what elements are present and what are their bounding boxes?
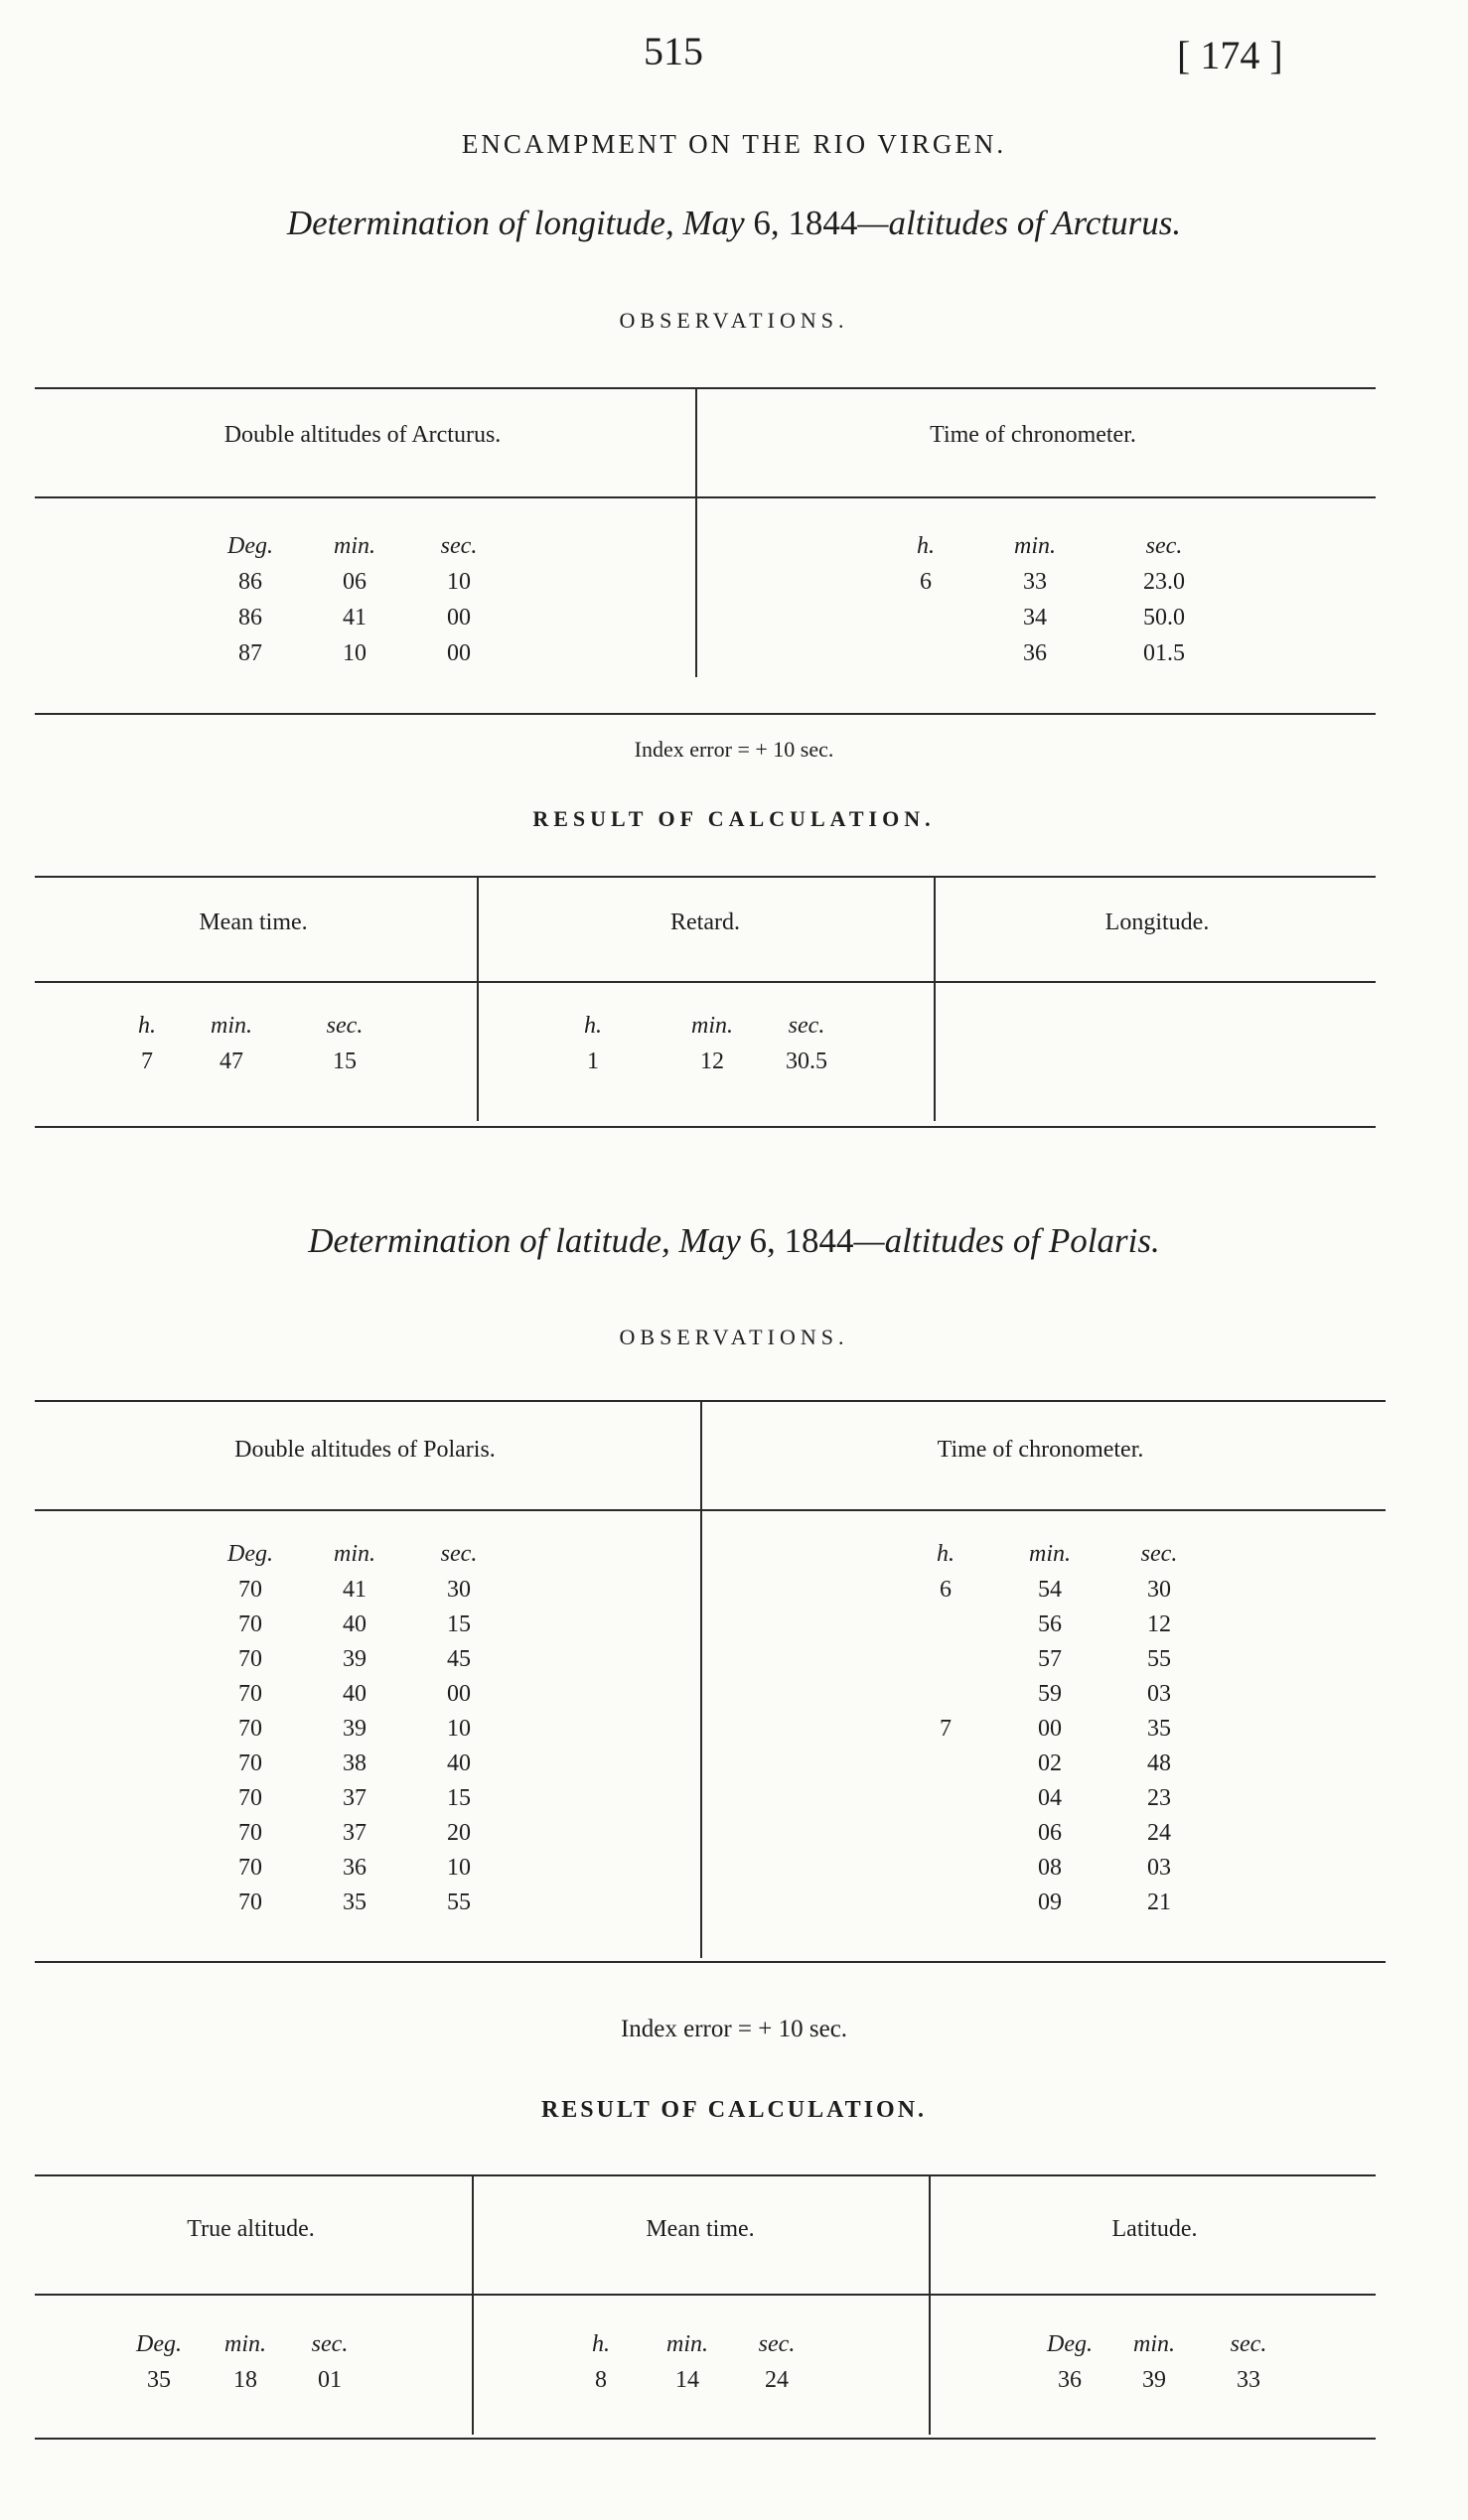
polaris-altitude-unit-label: sec. <box>440 1541 478 1567</box>
latitude-unit-label: sec. <box>1230 2331 1267 2357</box>
table-rule <box>35 1400 1386 1402</box>
longitude-title <box>0 204 1468 243</box>
column-header-mean-time: Mean time. <box>646 2216 755 2242</box>
longitude-result-label: RESULT OF CALCULATION. <box>532 806 936 831</box>
latitude-title-prefix: Determination of latitude, May <box>308 1221 750 1260</box>
chronometer-time-third-value: 23 <box>1147 1785 1171 1811</box>
polaris-altitude-third-value: 55 <box>447 1890 471 1915</box>
latitude-title-suffix: —altitudes of Polaris. <box>853 1221 1160 1260</box>
mean-time-unit-label: min. <box>666 2331 708 2357</box>
table-rule <box>35 1961 1386 1963</box>
chronometer-time-second-value: 33 <box>1023 569 1047 595</box>
arcturus-altitude-unit-label: Deg. <box>227 533 273 559</box>
table-rule <box>35 876 1376 878</box>
chronometer-time-second-value: 06 <box>1038 1820 1062 1846</box>
latitude-first-value: 36 <box>1058 2367 1082 2393</box>
chronometer-time-third-value: 12 <box>1147 1611 1171 1637</box>
true-altitude-first-value: 35 <box>147 2367 171 2393</box>
polaris-altitude-first-value: 70 <box>238 1716 262 1742</box>
chronometer-time-second-value: 34 <box>1023 605 1047 630</box>
chronometer-time-first-value: 6 <box>920 569 932 595</box>
table-rule <box>35 1509 1386 1511</box>
latitude-title-date: 6, 1844 <box>749 1221 854 1260</box>
arcturus-altitude-third-value: 00 <box>447 605 471 630</box>
polaris-altitude-second-value: 35 <box>343 1890 367 1915</box>
latitude-unit-label: Deg. <box>1047 2331 1093 2357</box>
retard-third-value: 30.5 <box>786 1049 827 1074</box>
polaris-altitude-third-value: 20 <box>447 1820 471 1846</box>
polaris-altitude-first-value: 70 <box>238 1611 262 1637</box>
longitude-title-date: 6, 1844 <box>753 204 858 242</box>
latitude-third-value: 33 <box>1237 2367 1260 2393</box>
polaris-altitude-first-value: 70 <box>238 1890 262 1915</box>
true-altitude-unit-label: sec. <box>311 2331 349 2357</box>
column-divider <box>929 2176 931 2435</box>
chronometer-time-second-value: 00 <box>1038 1716 1062 1742</box>
chronometer-time-unit-label: min. <box>1014 533 1056 559</box>
chronometer-time-third-value: 55 <box>1147 1646 1171 1672</box>
arcturus-altitude-second-value: 41 <box>343 605 367 630</box>
mean-time-unit-label: min. <box>211 1013 252 1039</box>
polaris-altitude-second-value: 41 <box>343 1577 367 1603</box>
mean-time-second-value: 47 <box>220 1049 243 1074</box>
true-altitude-unit-label: min. <box>224 2331 266 2357</box>
chronometer-time-unit-label: h. <box>917 533 935 559</box>
chronometer-time-third-value: 03 <box>1147 1855 1171 1881</box>
chronometer-time-second-value: 08 <box>1038 1855 1062 1881</box>
polaris-altitude-second-value: 39 <box>343 1646 367 1672</box>
column-divider <box>934 878 936 1121</box>
arcturus-altitude-unit-label: sec. <box>440 533 478 559</box>
mean-time-unit-label: sec. <box>758 2331 796 2357</box>
arcturus-altitude-third-value: 00 <box>447 640 471 666</box>
table-rule <box>35 2174 1376 2176</box>
column-header-longitude: Longitude. <box>1104 910 1210 935</box>
chronometer-time-third-value: 03 <box>1147 1681 1171 1707</box>
mean-time-first-value: 7 <box>141 1049 153 1074</box>
polaris-altitude-second-value: 36 <box>343 1855 367 1881</box>
mean-time-unit-label: sec. <box>326 1013 364 1039</box>
polaris-altitude-first-value: 70 <box>238 1785 262 1811</box>
polaris-altitude-third-value: 45 <box>447 1646 471 1672</box>
chronometer-time-second-value: 02 <box>1038 1750 1062 1776</box>
polaris-altitude-second-value: 37 <box>343 1820 367 1846</box>
chronometer-time-third-value: 24 <box>1147 1820 1171 1846</box>
column-header-polaris-altitudes: Double altitudes of Polaris. <box>234 1437 496 1463</box>
chronometer-time-second-value: 59 <box>1038 1681 1062 1707</box>
polaris-altitude-third-value: 30 <box>447 1577 471 1603</box>
page-number: 515 <box>644 29 703 73</box>
latitude-unit-label: min. <box>1133 2331 1175 2357</box>
column-divider <box>695 389 697 677</box>
retard-unit-label: h. <box>584 1013 602 1039</box>
polaris-altitude-first-value: 70 <box>238 1577 262 1603</box>
polaris-altitude-first-value: 70 <box>238 1820 262 1846</box>
chronometer-time-first-value: 7 <box>940 1716 952 1742</box>
arcturus-altitude-second-value: 06 <box>343 569 367 595</box>
column-header-chronometer-time: Time of chronometer. <box>930 422 1136 448</box>
chronometer-time-second-value: 54 <box>1038 1577 1062 1603</box>
column-divider <box>700 1402 702 1958</box>
chronometer-time-third-value: 48 <box>1147 1750 1171 1776</box>
polaris-altitude-third-value: 15 <box>447 1785 471 1811</box>
table-rule <box>35 981 1376 983</box>
chronometer-time-third-value: 23.0 <box>1143 569 1185 595</box>
column-header-retard: Retard. <box>670 910 740 935</box>
latitude-observations-label: OBSERVATIONS. <box>619 1325 849 1349</box>
mean-time-unit-label: h. <box>138 1013 156 1039</box>
arcturus-altitude-unit-label: min. <box>334 533 375 559</box>
column-header-true-altitude: True altitude. <box>187 2216 315 2242</box>
column-header-latitude: Latitude. <box>1111 2216 1198 2242</box>
true-altitude-third-value: 01 <box>318 2367 342 2393</box>
chronometer-time-third-value: 01.5 <box>1143 640 1185 666</box>
chronometer-time-second-value: 56 <box>1038 1611 1062 1637</box>
table-rule <box>35 713 1376 715</box>
polaris-altitude-unit-label: min. <box>334 1541 375 1567</box>
table-rule <box>35 387 1376 389</box>
document-number: [ 174 ] <box>1177 33 1283 77</box>
polaris-altitude-third-value: 10 <box>447 1855 471 1881</box>
polaris-altitude-second-value: 37 <box>343 1785 367 1811</box>
longitude-index-error: Index error = + 10 sec. <box>634 737 834 762</box>
arcturus-altitude-first-value: 86 <box>238 605 262 630</box>
chronometer-time-unit-label: min. <box>1029 1541 1071 1567</box>
polaris-altitude-second-value: 40 <box>343 1611 367 1637</box>
latitude-result-label: RESULT OF CALCULATION. <box>540 2097 928 2123</box>
column-header-chronometer-time: Time of chronometer. <box>937 1437 1144 1463</box>
arcturus-altitude-first-value: 87 <box>238 640 262 666</box>
polaris-altitude-first-value: 70 <box>238 1681 262 1707</box>
chronometer-time-third-value: 21 <box>1147 1890 1171 1915</box>
chronometer-time-second-value: 04 <box>1038 1785 1062 1811</box>
mean-time-second-value: 14 <box>675 2367 699 2393</box>
polaris-altitude-second-value: 40 <box>343 1681 367 1707</box>
table-rule <box>35 2294 1376 2296</box>
longitude-title-prefix: Determination of longitude, May <box>286 204 754 242</box>
arcturus-altitude-first-value: 86 <box>238 569 262 595</box>
polaris-altitude-third-value: 10 <box>447 1716 471 1742</box>
chronometer-time-unit-label: h. <box>937 1541 954 1567</box>
chronometer-time-unit-label: sec. <box>1145 533 1183 559</box>
polaris-altitude-first-value: 70 <box>238 1750 262 1776</box>
retard-unit-label: sec. <box>788 1013 825 1039</box>
polaris-altitude-first-value: 70 <box>238 1855 262 1881</box>
longitude-observations-label: OBSERVATIONS. <box>619 308 849 333</box>
polaris-altitude-second-value: 39 <box>343 1716 367 1742</box>
latitude-title <box>0 1221 1468 1261</box>
mean-time-third-value: 15 <box>333 1049 357 1074</box>
polaris-altitude-second-value: 38 <box>343 1750 367 1776</box>
longitude-title-suffix: —altitudes of Arcturus. <box>857 204 1182 242</box>
polaris-altitude-third-value: 00 <box>447 1681 471 1707</box>
chronometer-time-third-value: 35 <box>1147 1716 1171 1742</box>
retard-first-value: 1 <box>587 1049 599 1074</box>
column-header-mean-time: Mean time. <box>199 910 308 935</box>
polaris-altitude-unit-label: Deg. <box>227 1541 273 1567</box>
table-rule <box>35 496 1376 498</box>
chronometer-time-unit-label: sec. <box>1140 1541 1178 1567</box>
chronometer-time-second-value: 09 <box>1038 1890 1062 1915</box>
latitude-index-error: Index error = + 10 sec. <box>620 2016 848 2042</box>
column-divider <box>477 878 479 1121</box>
page-heading: ENCAMPMENT ON THE RIO VIRGEN. <box>461 129 1007 159</box>
mean-time-third-value: 24 <box>765 2367 789 2393</box>
table-rule <box>35 1126 1376 1128</box>
arcturus-altitude-second-value: 10 <box>343 640 367 666</box>
column-divider <box>472 2176 474 2435</box>
true-altitude-unit-label: Deg. <box>136 2331 182 2357</box>
chronometer-time-second-value: 36 <box>1023 640 1047 666</box>
arcturus-altitude-third-value: 10 <box>447 569 471 595</box>
polaris-altitude-third-value: 40 <box>447 1750 471 1776</box>
polaris-altitude-first-value: 70 <box>238 1646 262 1672</box>
chronometer-time-third-value: 50.0 <box>1143 605 1185 630</box>
chronometer-time-second-value: 57 <box>1038 1646 1062 1672</box>
polaris-altitude-third-value: 15 <box>447 1611 471 1637</box>
retard-unit-label: min. <box>691 1013 733 1039</box>
true-altitude-second-value: 18 <box>233 2367 257 2393</box>
table-rule <box>35 2438 1376 2440</box>
mean-time-first-value: 8 <box>595 2367 607 2393</box>
latitude-second-value: 39 <box>1142 2367 1166 2393</box>
column-header-arcturus-altitudes: Double altitudes of Arcturus. <box>223 422 502 448</box>
chronometer-time-third-value: 30 <box>1147 1577 1171 1603</box>
retard-second-value: 12 <box>700 1049 724 1074</box>
mean-time-unit-label: h. <box>592 2331 610 2357</box>
chronometer-time-first-value: 6 <box>940 1577 952 1603</box>
